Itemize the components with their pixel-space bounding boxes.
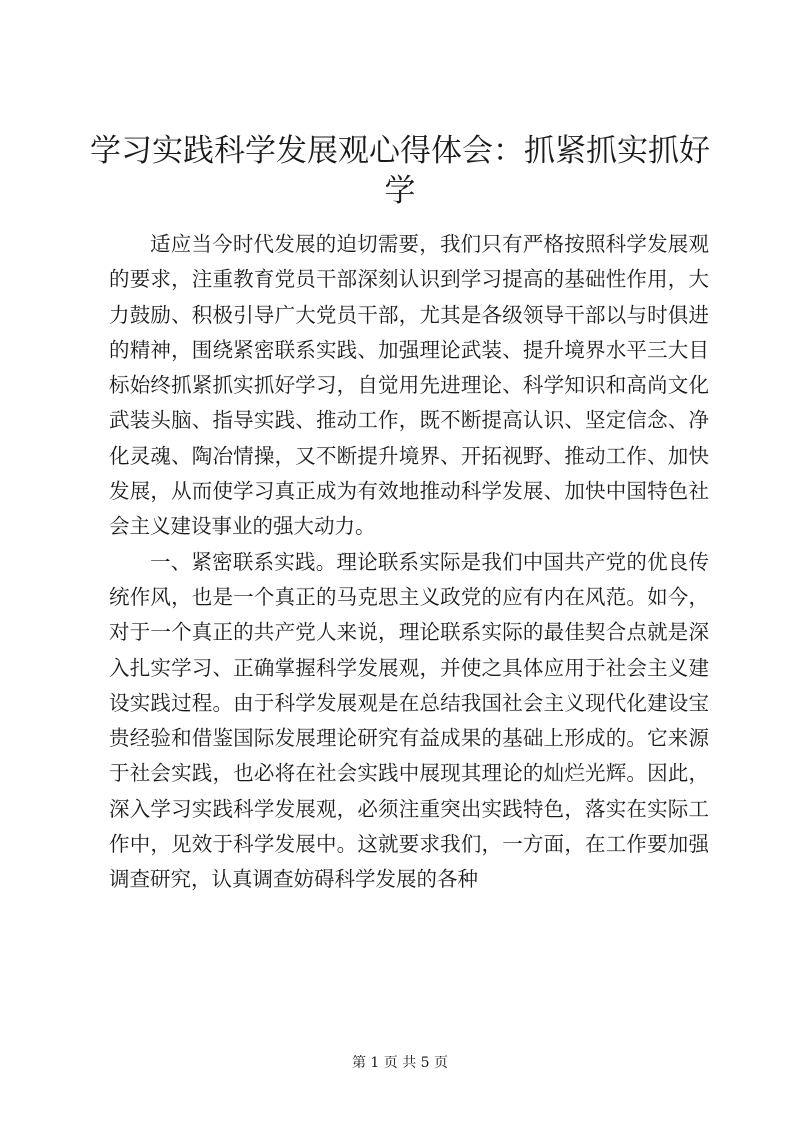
document-title: 学习实践科学发展观心得体会：抓紧抓实抓好学 xyxy=(90,133,710,209)
document-body xyxy=(109,227,709,898)
page-number-label: 第 1 页 共 5 页 xyxy=(351,1055,449,1071)
paragraph-intro: 适应当今时代发展的迫切需要，我们只有严格按照科学发展观的要求，注重教育党员干部深刻认识到学习提高的基础性作用，大力鼓励、积极引导广大党员干部，尤其是各级领导干部以与时俱进的精神，围绕紧密联系实践、加强理论武装、提升境界水平三大目标始终抓紧抓实抓好学习，自觉用先进理论、科学知识和高尚文化武装头脑、指导实践、推动工作，既不断提高认识、坚定信念、净化灵魂、陶冶情操，又不断提升境界、开拓视野、推动工作、加快发展，从而使学习真正成为有效地推动科学发展、加快中国特色社会主义建设事业的强大动力。 xyxy=(109,232,709,539)
paragraph-section-one: 一、紧密联系实践。理论联系实际是我们中国共产党的优良传统作风，也是一个真正的马克思主义政党的应有内在风范。如今，对于一个真正的共产党人来说，理论联系实际的最佳契合点就是深入扎实学习、正确掌握科学发展观，并使之具体应用于社会主义建设实践过程。由于科学发展观是在总结我国社会主义现代化建设宝贵经验和借鉴国际发展理论研究有益成果的基础上形成的。它来源于社会实践，也必将在社会实践中展现其理论的灿烂光辉。因此，深入学习实践科学发展观，必须注重突出实践特色，落实在实际工作中，见效于科学发展中。这就要求我们，一方面，在工作要加强调查研究，认真调查妨碍科学发展的各种 xyxy=(109,549,709,892)
page-footer xyxy=(0,1054,800,1072)
